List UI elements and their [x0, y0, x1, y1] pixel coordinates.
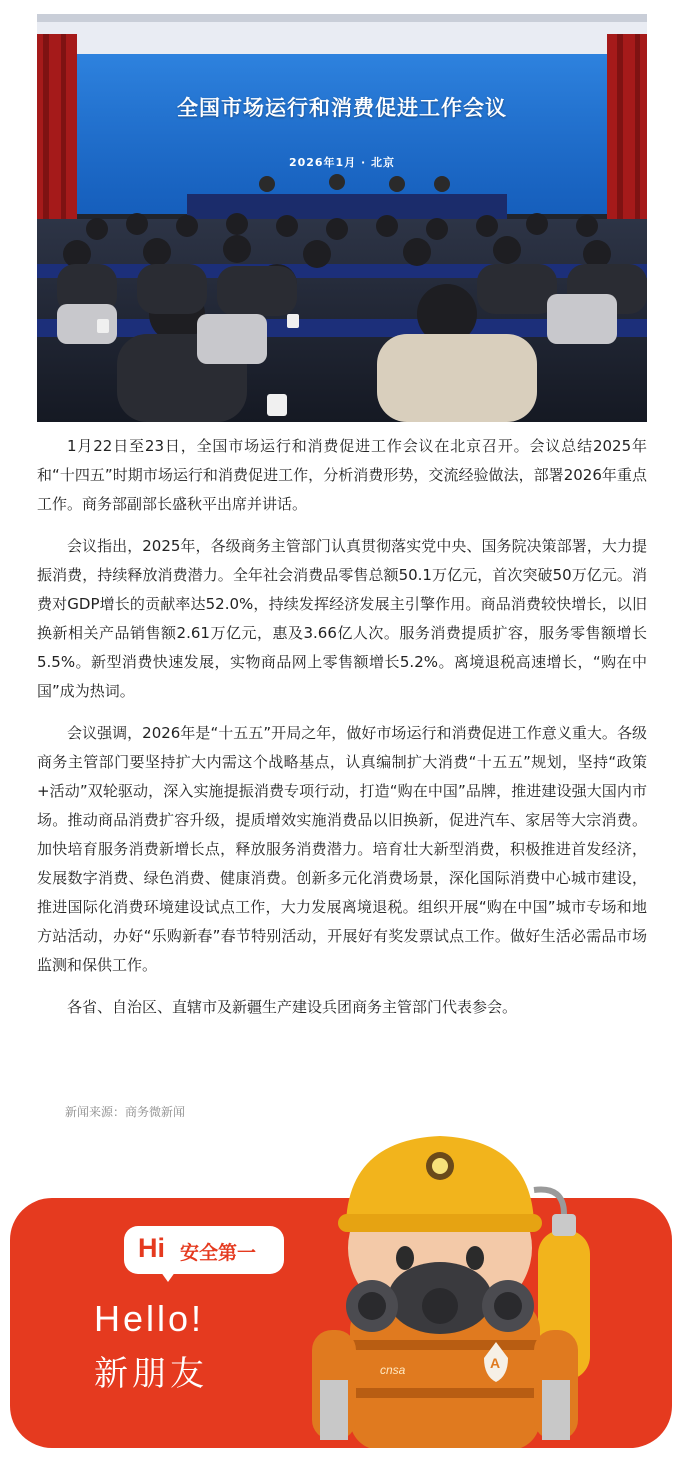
bubble-slogan: 安全第一: [180, 1242, 257, 1264]
article-paragraph: 1月22日至23日，全国市场运行和消费促进工作会议在北京召开。会议总结2025年和“十四五”时期市场运行和消费促进工作，分析消费形势，交流经验做法，部署2026年重点工作。商务部副部长盛秋平出席并讲话。: [37, 437, 647, 513]
speech-bubble-tail: [158, 1268, 178, 1282]
conference-photo: [37, 14, 647, 422]
hello-text: Hello!: [94, 1298, 205, 1339]
safety-mascot-icon: [290, 1130, 620, 1448]
news-source: 新闻来源：商务微新闻: [65, 1105, 186, 1119]
article-paragraph: 会议强调，2026年是“十五五”开局之年，做好市场运行和消费促进工作意义重大。各级商务主管部门要坚持扩大内需这个战略基点，认真编制扩大消费“十五五”规划，坚持“政策+活动”双轮驱动，深入实施提振消费专项行动，打造“购在中国”品牌，推进建设强大国内市场。推动商品消费扩容升级，提质增效实施消费品以旧换新，促进汽车、家居等大宗消费。加快培育服务消费新增长点，释放服务消费潜力。培育壮大新型消费，积极推进首发经济，发展数字消费、绿色消费、健康消费。创新多元化消费场景，深化国际消费中心城市建设，推进国际化消费环境建设试点工作，大力发展离境退税。组织开展“购在中国”城市专场和地方站活动，办好“乐购新春”春节特别活动，开展好有奖发票试点工作。做好生活必需品市场监测和保供工作。: [37, 724, 647, 974]
screen-title: 全国市场运行和消费促进工作会议: [177, 95, 507, 120]
promo-banner[interactable]: [10, 1198, 672, 1448]
mascot-badge: cnsa: [380, 1363, 406, 1377]
bubble-hi: Hi: [138, 1233, 165, 1263]
svg-text:A: A: [490, 1355, 501, 1371]
speech-bubble: [124, 1226, 284, 1274]
conference-photo-art: [37, 14, 647, 422]
screen-subtitle: 2026年1月 · 北京: [288, 156, 396, 169]
article-body: [37, 432, 647, 1035]
article-paragraph: 会议指出，2025年，各级商务主管部门认真贯彻落实党中央、国务院决策部署，大力提振消费，持续释放消费潜力。全年社会消费品零售总额50.1万亿元，首次突破50万亿元。消费对GDP增长的贡献率达52.0%，持续发挥经济发展主引擎作用。商品消费较快增长，以旧换新相关产品销售额2.61万亿元，惠及3.66亿人次。服务消费提质扩容，服务零售额增长5.5%。新型消费快速发展，实物商品网上零售额增长5.2%。离境退税高速增长，“购在中国”成为热词。: [37, 537, 647, 700]
article-paragraph: 各省、自治区、直辖市及新疆生产建设兵团商务主管部门代表参会。: [67, 998, 518, 1016]
new-friend-text: 新朋友: [94, 1354, 208, 1394]
